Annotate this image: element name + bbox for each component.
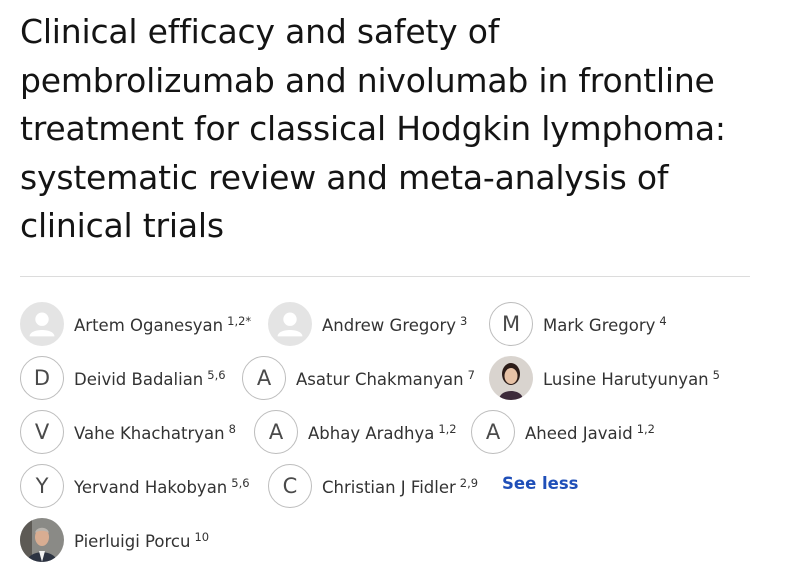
- title-line: treatment for classical Hodgkin lymphoma:: [20, 109, 726, 148]
- author-affiliation: 5: [712, 367, 720, 382]
- author-item[interactable]: [471, 410, 655, 454]
- author-name: Vahe Khachatryan $^8$: [74, 421, 236, 443]
- author-name: Christian J Fidler $^{2,9}$: [322, 475, 479, 497]
- author-name: Mark Gregory $^4$: [543, 313, 667, 335]
- author-photo: [489, 356, 533, 400]
- person-icon: [268, 302, 312, 346]
- title-line: clinical trials: [20, 206, 224, 245]
- author-affiliation: 7: [467, 367, 475, 382]
- author-affiliation: 8: [228, 421, 236, 436]
- author-affiliation: 2,9: [459, 475, 479, 490]
- author-item[interactable]: [268, 302, 467, 346]
- author-affiliation: 1,2*: [227, 313, 252, 328]
- person-icon: [20, 302, 64, 346]
- author-affiliation: 3: [460, 313, 468, 328]
- author-name: Pierluigi Porcu $^{10}$: [74, 529, 210, 551]
- title-line: Clinical efficacy and safety of: [20, 12, 500, 51]
- author-name: Asatur Chakmanyan $^7$: [296, 367, 475, 389]
- author-item[interactable]: [20, 518, 209, 562]
- author-initial-avatar: D: [20, 356, 64, 400]
- author-item[interactable]: [20, 464, 250, 508]
- author-affiliation: 1,2: [438, 421, 457, 436]
- author-name: Artem Oganesyan $^{1,2*}$: [74, 313, 252, 335]
- author-initial-avatar: Y: [20, 464, 64, 508]
- author-name: Aheed Javaid $^{1,2}$: [525, 421, 655, 443]
- author-initial-avatar: M: [489, 302, 533, 346]
- author-item[interactable]: [268, 464, 478, 508]
- author-initial-avatar: C: [268, 464, 312, 508]
- author-name: Abhay Aradhya $^{1,2}$: [308, 421, 457, 443]
- author-initial-avatar: A: [471, 410, 515, 454]
- author-item[interactable]: [254, 410, 457, 454]
- author-item[interactable]: [242, 356, 475, 400]
- author-initial-avatar: V: [20, 410, 64, 454]
- author-name: Andrew Gregory $^3$: [322, 313, 468, 335]
- author-name: Deivid Badalian $^{5,6}$: [74, 367, 226, 389]
- author-item[interactable]: [20, 410, 236, 454]
- author-affiliation: 10: [194, 529, 210, 544]
- title-divider: [20, 276, 750, 277]
- author-item[interactable]: [489, 356, 720, 400]
- author-affiliation: 5,6: [207, 367, 226, 382]
- title-line: pembrolizumab and nivolumab in frontline: [20, 60, 715, 100]
- author-name: Yervand Hakobyan $^{5,6}$: [74, 475, 250, 497]
- author-item[interactable]: [20, 302, 251, 346]
- title-line: systematic review and meta-analysis of: [20, 157, 669, 197]
- author-initial-avatar: A: [242, 356, 286, 400]
- author-item[interactable]: [489, 302, 667, 346]
- author-affiliation: 4: [659, 313, 667, 328]
- author-name: Lusine Harutyunyan $^5$: [543, 367, 720, 389]
- author-affiliation: 5,6: [231, 475, 250, 490]
- see-less-link[interactable]: See less: [502, 474, 579, 493]
- author-photo: [20, 518, 64, 562]
- article-title: [20, 8, 780, 251]
- author-item[interactable]: [20, 356, 226, 400]
- author-initial-avatar: A: [254, 410, 298, 454]
- author-affiliation: 1,2: [636, 421, 655, 436]
